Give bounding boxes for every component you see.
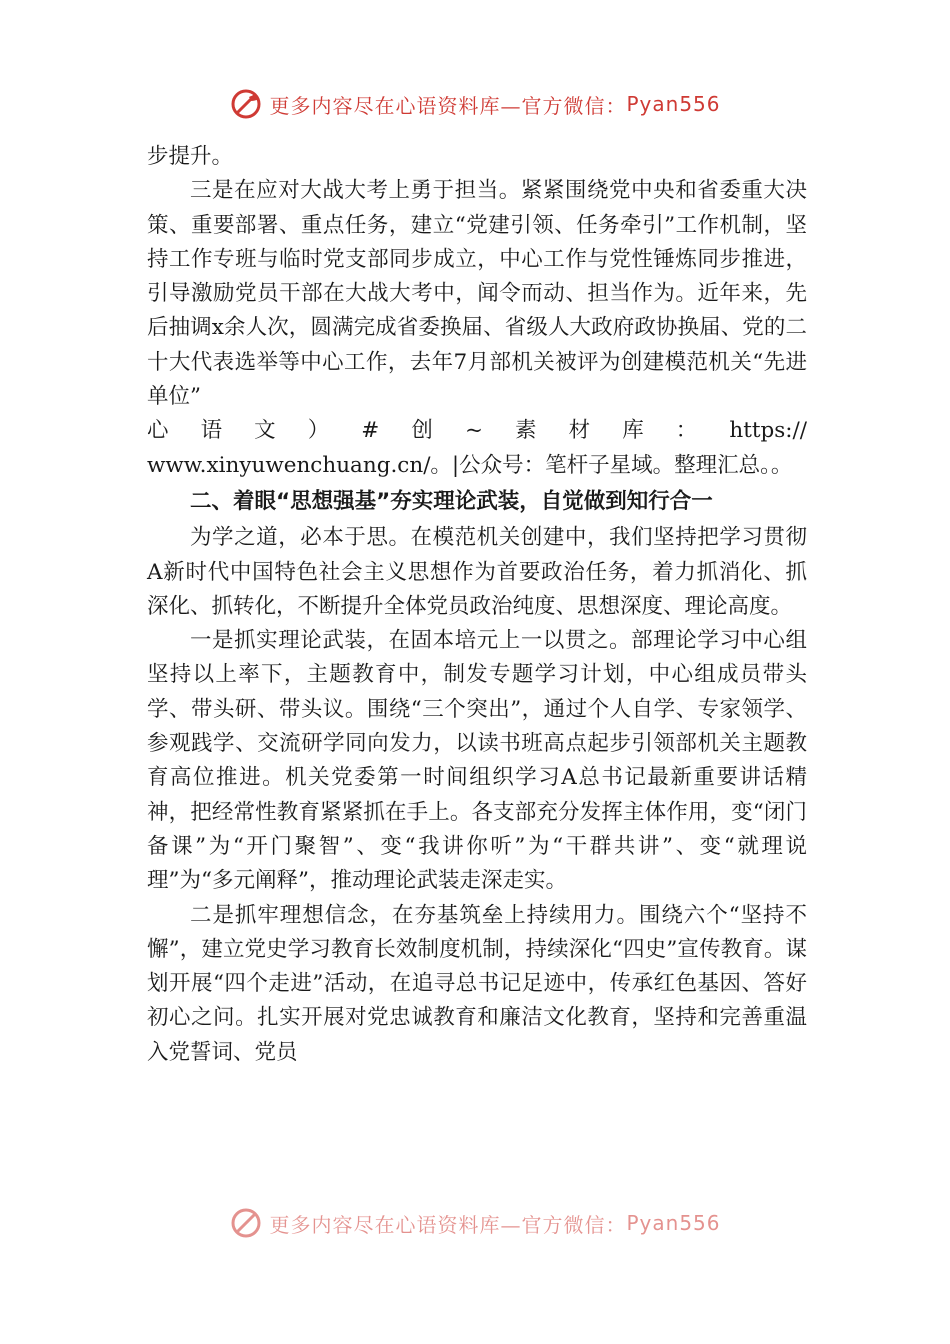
section-heading-2: 二、着眼“思想强基”夯实理论武装，自觉做到知行合一: [190, 488, 713, 514]
paragraph-ideals: 二是抓牢理想信念，在夯基筑垒上持续用力。围绕六个“坚持不懈”，建立党史学习教育长效制度机制，持续深化“四史”宣传教育。谋划开展“四个走进”活动，在追寻总书记足迹中，传承红色基因、答好初心之问。扎实开展对党忠诚教育和廉洁文化教育，坚持和完善重温入党誓词、党员: [147, 902, 807, 1065]
watermark-banner-top: [0, 84, 950, 124]
paragraph-three-responsibility: [147, 174, 807, 414]
watermark-text: 更多内容尽在心语资料库—官方微信：: [269, 1212, 627, 1237]
paragraph-text: 三是在应对大战大考上勇于担当。紧紧围绕党中央和省委重大决策、重要部署、重点任务，建立“党建引领、任务牵引”工作机制，坚持工作专班与临时党支部同步成立，中心工作与党性锤炼同步推进，引导激励党员干部在大战大考中，闻令而动、担当作为。近年来，先后抽调x余人次，圆满完成省委换届、省级人大政府政协换届、党的二十大代表选举等中心工作，去年7月部机关被评为创建模范机关“先进单位”: [147, 178, 807, 410]
watermark-wechat-id: Pyan556: [626, 92, 721, 116]
document-body: [147, 140, 807, 1070]
paragraph-source-url: www.xinyuwenchuang.cn/。|公众号：笔杆子星域。整理汇总。。: [147, 452, 793, 478]
paragraph-theory: 一是抓实理论武装，在固本培元上一以贯之。部理论学习中心组坚持以上率下，主题教育中，制发专题学习计划，中心组成员带头学、带头研、带头议。围绕“三个突出”，通过个人自学、专家领学、参观践学、交流研学同向发力，以读书班高点起步引领部机关主题教育高位推进。机关党委第一时间组织学习A总书记最新重要讲话精神，把经常性教育紧紧抓在手上。各支部充分发挥主体作用，变“闭门备课”为“开门聚智”、变“我讲你听”为“干群共讲”、变“就理说理”为“多元阐释”，推动理论武装走深走实。: [147, 628, 807, 894]
watermark-logo-icon: [229, 87, 263, 121]
watermark-wechat-id: Pyan556: [626, 1211, 721, 1235]
paragraph-intro: 为学之道，必本于思。在模范机关创建中，我们坚持把学习贯彻A新时代中国特色社会主义思想作为首要政治任务，着力抓消化、抓深化、抓转化，不断提升全体党员政治纯度、思想深度、理论高度。: [147, 525, 807, 619]
watermark-text: 更多内容尽在心语资料库—官方微信：: [269, 93, 627, 118]
paragraph-continuation: 步提升。: [147, 144, 234, 169]
watermark-banner-bottom: [0, 1208, 950, 1238]
watermark-logo-icon: [229, 1208, 263, 1238]
paragraph-source-note: 心语文）#创~素材库：https://: [147, 418, 807, 444]
